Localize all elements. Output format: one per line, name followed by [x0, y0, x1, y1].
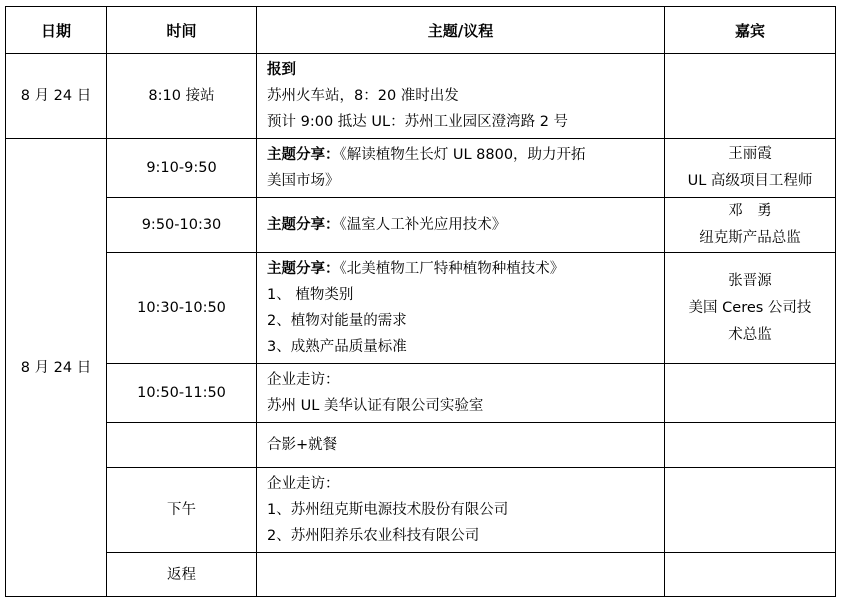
header-guest: 嘉宾 — [665, 7, 836, 54]
guest-cell — [665, 468, 836, 553]
topic-line: 1、 植物类别 — [267, 287, 354, 303]
guest-cell — [665, 198, 836, 253]
header-row — [6, 7, 836, 54]
guest-cell — [665, 54, 836, 139]
date-cell: 8 月 24 日 — [6, 139, 107, 597]
time-cell: 9:10-9:50 — [107, 139, 257, 198]
header-date: 日期 — [6, 7, 107, 54]
time-cell: 8:10 接站 — [107, 54, 257, 139]
time-cell: 10:30-10:50 — [107, 253, 257, 364]
topic-title: 报到 — [267, 62, 296, 78]
topic-cell — [257, 139, 665, 198]
topic-title: 《北美植物工厂特种植物种植技术》 — [339, 261, 565, 277]
table-row — [6, 139, 836, 198]
date-cell: 8 月 24 日 — [6, 54, 107, 139]
topic-line: 苏州 UL 美华认证有限公司实验室 — [267, 398, 484, 414]
table-row — [6, 253, 836, 364]
topic-cell — [257, 253, 665, 364]
topic-cell — [257, 364, 665, 423]
header-topic: 主题/议程 — [257, 7, 665, 54]
guest-title: 术总监 — [728, 326, 772, 343]
topic-cell — [257, 198, 665, 253]
topic-line: 3、成熟产品质量标准 — [267, 339, 407, 355]
topic-title: 《温室人工补光应用技术》 — [339, 217, 507, 233]
topic-title: 《解读植物生长灯 UL 8800，助力开拓 — [339, 147, 586, 163]
guest-title: 美国 Ceres 公司技 — [688, 299, 812, 316]
topic-prefix: 主题分享： — [267, 147, 340, 163]
time-cell: 9:50-10:30 — [107, 198, 257, 253]
topic-cell — [257, 54, 665, 139]
topic-line: 2、植物对能量的需求 — [267, 313, 407, 329]
guest-cell — [665, 423, 836, 468]
topic-line: 预计 9:00 抵达 UL：苏州工业园区澄湾路 2 号 — [267, 114, 569, 130]
table-row — [6, 364, 836, 423]
guest-name: 王丽霞 — [728, 146, 772, 162]
topic-line: 1、苏州纽克斯电源技术股份有限公司 — [267, 502, 509, 518]
topic-line: 企业走访： — [267, 372, 340, 388]
guest-title: UL 高级项目工程师 — [687, 173, 813, 189]
table-row — [6, 468, 836, 553]
guest-cell — [665, 364, 836, 423]
guest-name: 邓 勇 — [728, 203, 772, 219]
table-row — [6, 198, 836, 253]
topic-line: 企业走访： — [267, 476, 340, 492]
table-row — [6, 553, 836, 597]
agenda-table — [5, 6, 836, 597]
topic-cell — [257, 468, 665, 553]
topic-prefix: 主题分享： — [267, 261, 340, 277]
guest-cell — [665, 253, 836, 364]
topic-cell — [257, 423, 665, 468]
topic-line: 合影+就餐 — [267, 437, 338, 453]
guest-title: 纽克斯产品总监 — [699, 230, 801, 246]
topic-line: 美国市场》 — [267, 173, 340, 189]
topic-prefix: 主题分享： — [267, 217, 340, 233]
time-cell: 10:50-11:50 — [107, 364, 257, 423]
guest-name: 张晋源 — [728, 272, 772, 289]
time-cell: 返程 — [107, 553, 257, 597]
header-time: 时间 — [107, 7, 257, 54]
time-cell: 下午 — [107, 468, 257, 553]
table-row — [6, 423, 836, 468]
table-row — [6, 54, 836, 139]
time-cell — [107, 423, 257, 468]
guest-cell — [665, 553, 836, 597]
topic-line: 苏州火车站，8：20 准时出发 — [267, 88, 459, 104]
guest-cell — [665, 139, 836, 198]
topic-line: 2、苏州阳养乐农业科技有限公司 — [267, 528, 480, 544]
topic-cell — [257, 553, 665, 597]
